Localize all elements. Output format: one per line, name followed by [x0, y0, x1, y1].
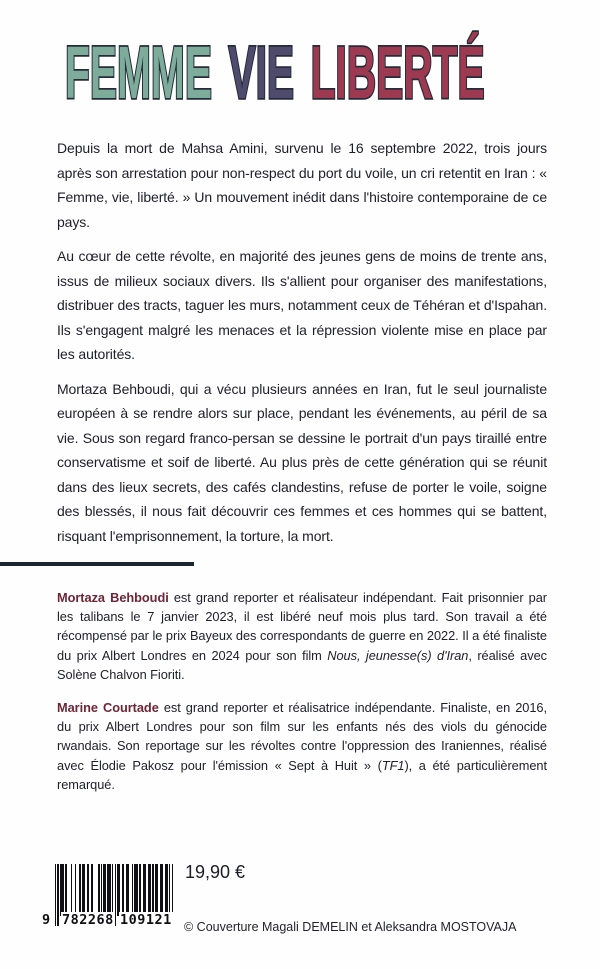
barcode-bar	[80, 864, 81, 916]
title-word-2: LIBERTÉ	[310, 31, 485, 114]
barcode-bar	[128, 864, 129, 916]
author-name: Marine Courtade	[57, 700, 159, 716]
barcode-bar	[139, 864, 140, 916]
barcode-bar	[101, 864, 102, 916]
section-divider	[0, 562, 194, 566]
barcode-bar	[137, 864, 138, 916]
bio-text-run: est grand reporter et réalisateur indépendant. Fait prisonnier par les talibans le 7 janvier 2023, il est libéré neuf mois plus tard. Son travail a été récompensé par le prix Bayeux des correspondants de guerre en 2022. Il a été finaliste du prix Albert Londres en 2024 pour son film	[57, 590, 547, 663]
synopsis-section	[57, 136, 547, 548]
barcode-bar	[55, 864, 56, 926]
barcode-bar	[71, 864, 72, 916]
barcode-bar	[132, 864, 133, 916]
ean13-barcode	[41, 864, 181, 936]
barcode-bar	[66, 864, 67, 916]
bio-text-run: est grand reporter et réalisatrice indépendante. Finaliste, en 2016, du prix Albert Londres pour son film sur les enfants nés des viols du génocide rwandais. Son reportage sur les révoltes contre l'oppression des Iraniennes, réalisé avec Élodie Pakosz pour l'émission « Sept à Huit » (	[57, 700, 547, 773]
book-title	[65, 31, 485, 114]
barcode-bar	[84, 864, 85, 916]
barcode-bar	[75, 864, 76, 916]
barcode-bar	[110, 864, 111, 916]
barcode-bar	[57, 864, 58, 926]
barcode-lead-digit: 9	[42, 912, 51, 928]
price-label: 19,90 €	[185, 862, 246, 882]
title-word-0: FEMME	[65, 31, 212, 114]
commerce-block	[0, 856, 600, 966]
barcode-bar	[92, 864, 93, 916]
author-bio-mortaza-behboudi	[57, 588, 547, 684]
barcode-bar	[123, 864, 124, 916]
barcode-left-digits: 782268	[62, 912, 114, 928]
title-word-1: VIE	[228, 31, 295, 114]
bio-text-run: TF1	[381, 757, 405, 773]
synopsis-paragraph-2: Au cœur de cette révolte, en majorité des jeunes gens de moins de trente ans, issus de milieux sociaux divers. Ils s'allient pour organiser des manifestations, distribuer des tracts, taguer les murs, notamment ceux de Téhéran et d'Ispahan. Ils s'engagent malgré les menaces et la répression violente mise en place par les autorités.	[57, 248, 547, 362]
barcode-bar	[167, 864, 168, 916]
bio-text-run: , réalisé avec Solène Chalvon Fioriti.	[57, 647, 547, 682]
barcode-bar	[157, 864, 158, 916]
barcode-bar	[62, 864, 63, 916]
synopsis-paragraph-3: Mortaza Behboudi, qui a vécu plusieurs années en Iran, fut le seul journaliste européen à se rendre alors sur place, pendant les événements, au péril de sa vie. Sous son regard franco-persan se dessine le portrait d'un pays tiraillé entre conservatisme et soif de liberté. Au plus près de cette génération qui se réunit dans des lieux secrets, des cafés clandestins, refuse de porter le voile, soigne des blessés, il nous fait découvrir ces femmes et ces hommes qui se battent, risquant l'emprisonnement, la torture, la mort.	[57, 380, 547, 544]
cover-credit-line: © Couverture Magali DEMELIN et Aleksandra MOSTOVAJA	[184, 920, 517, 934]
barcode-right-digits: 109121	[120, 912, 172, 928]
barcode-bar	[105, 864, 106, 916]
barcode-bar	[149, 864, 150, 916]
barcode-bar	[98, 864, 99, 916]
barcode-bar	[153, 864, 154, 916]
author-bios-section	[57, 588, 547, 794]
barcode-bar	[118, 864, 119, 916]
barcode-bar	[144, 864, 145, 916]
bio-text-run: ), a été particulièrement remarqué.	[57, 757, 547, 792]
author-name: Mortaza Behboudi	[57, 590, 169, 605]
barcode-bar	[87, 864, 88, 916]
bio-text-run: Nous, jeunesse(s) d'Iran	[327, 647, 469, 663]
author-bio-marine-courtade	[57, 698, 547, 794]
barcode-bar	[162, 864, 163, 916]
synopsis-paragraph-1: Depuis la mort de Mahsa Amini, survenu le 16 septembre 2022, trois jours après son arrestation pour non-respect du port du voile, un cri retentit en Iran : « Femme, vie, liberté. » Un mouvement inédit dans l'histoire contemporaine de ce pays.	[57, 140, 547, 230]
